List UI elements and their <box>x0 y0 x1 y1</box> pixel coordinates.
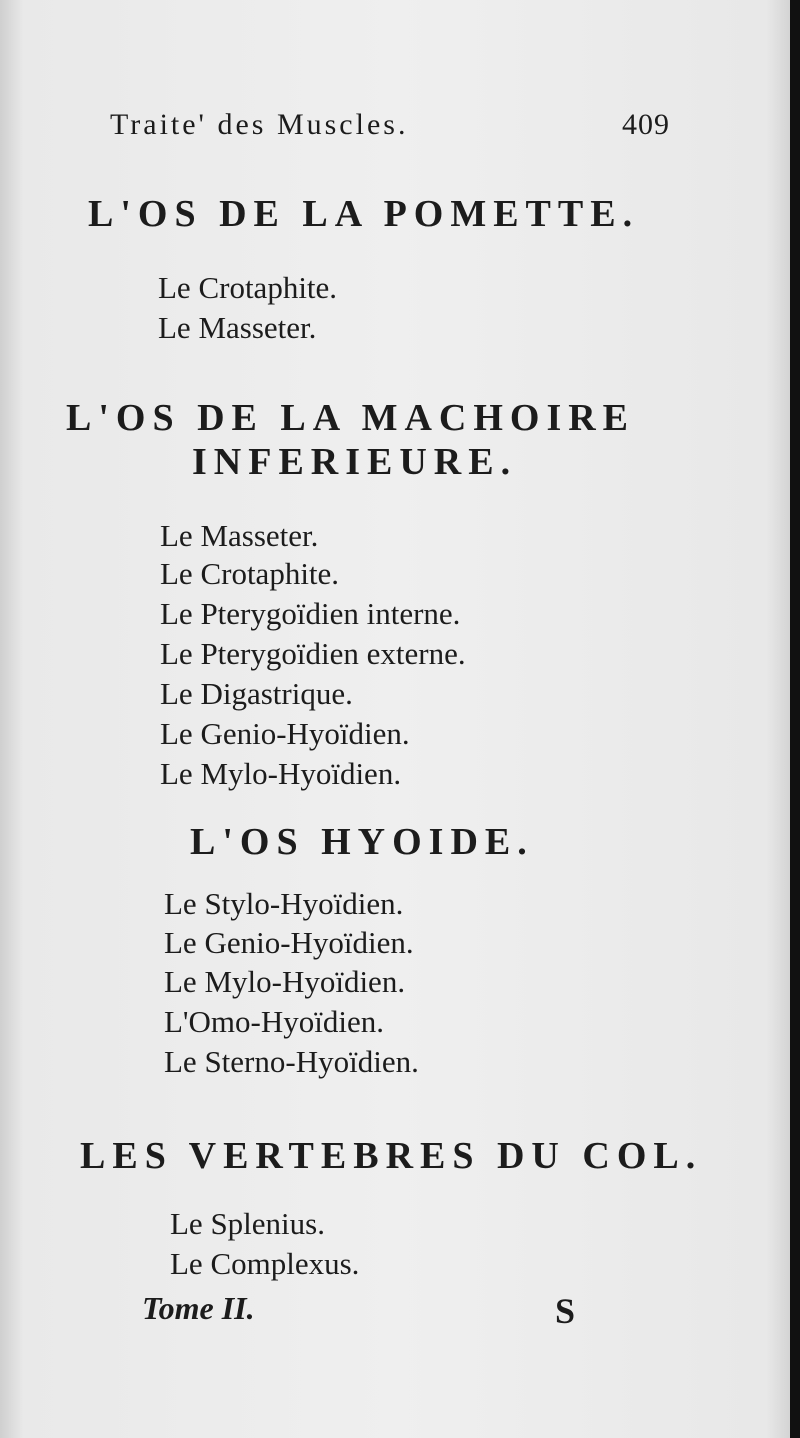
section-heading: L'OS HYOIDE. <box>190 821 534 863</box>
list-item: Le Complexus. <box>170 1246 360 1281</box>
list-item: Le Stylo-Hyoïdien. <box>164 886 404 921</box>
signature-mark: Tome II. <box>142 1290 255 1326</box>
running-head-title: Traite' des Muscles. <box>110 108 409 141</box>
show-through-text <box>520 360 720 1260</box>
list-item: Le Genio-Hyoïdien. <box>164 925 414 960</box>
list-item: Le Sterno-Hyoïdien. <box>164 1044 419 1079</box>
list-item: L'Omo-Hyoïdien. <box>164 1004 384 1039</box>
section-heading: LES VERTEBRES DU COL. <box>80 1135 703 1177</box>
section-heading: L'OS DE LA MACHOIRE <box>66 397 636 439</box>
section-heading-continued: INFERIEURE. <box>192 441 518 483</box>
running-head <box>110 108 670 142</box>
list-item: Le Pterygoïdien externe. <box>160 636 466 671</box>
list-item: Le Mylo-Hyoïdien. <box>164 964 406 999</box>
list-item: Le Splenius. <box>170 1206 325 1241</box>
list-item: Le Crotaphite. <box>160 556 340 591</box>
page-number: 409 <box>622 108 670 141</box>
list-item: Le Masseter. <box>160 518 319 553</box>
gathering-signature: S <box>555 1291 576 1331</box>
section-heading: L'OS DE LA POMETTE. <box>88 193 640 235</box>
list-item: Le Mylo-Hyoïdien. <box>160 756 402 791</box>
list-item: Le Masseter. <box>158 310 317 345</box>
page-edge-shadow <box>790 0 800 1438</box>
list-item: Le Pterygoïdien interne. <box>160 596 461 631</box>
list-item: Le Crotaphite. <box>158 270 338 305</box>
list-item: Le Genio-Hyoïdien. <box>160 716 410 751</box>
list-item: Le Digastrique. <box>160 676 353 711</box>
